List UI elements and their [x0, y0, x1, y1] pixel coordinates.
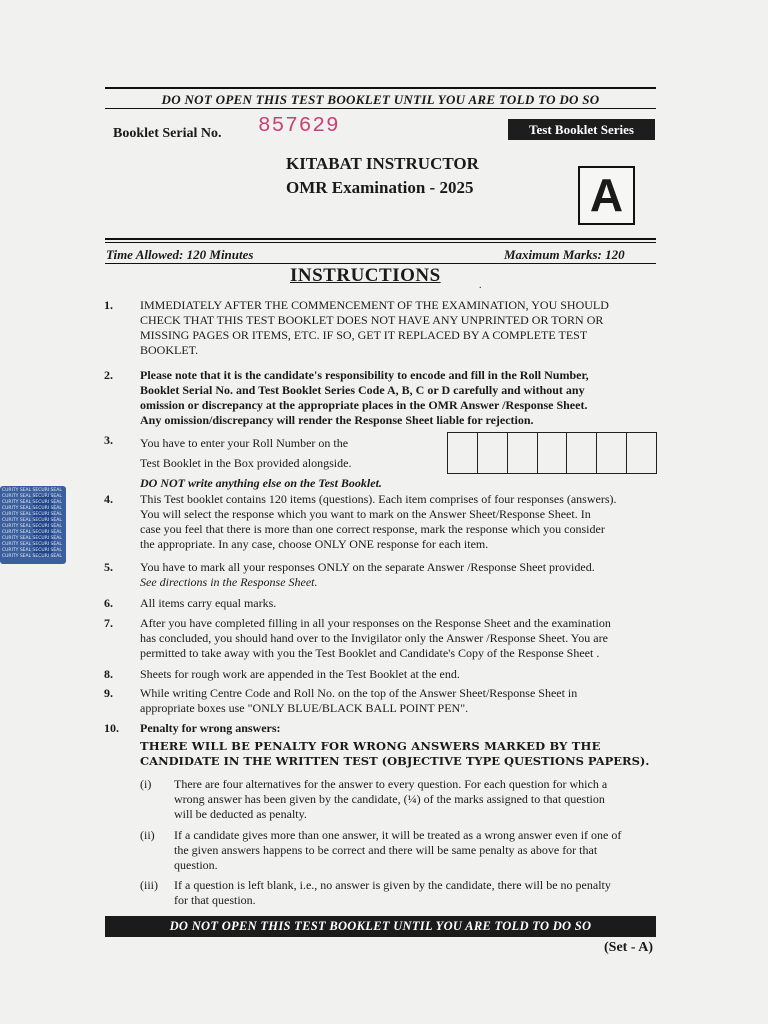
item-line: Any omission/discrepancy will render the Response Sheet liable for rejection. — [140, 413, 534, 427]
series-label-box: Test Booklet Series — [508, 119, 655, 140]
maximum-marks: Maximum Marks: 120 — [504, 247, 625, 262]
series-code-box: A — [578, 166, 635, 225]
roll-digit-cell[interactable] — [627, 433, 656, 473]
item-line: appropriate boxes use "ONLY BLUE/BLACK BALL POINT PEN". — [140, 701, 469, 715]
instruction-item — [140, 492, 657, 552]
sub-item-line: question. — [174, 858, 218, 872]
instruction-item — [140, 721, 657, 769]
item-line: CHECK THAT THIS TEST BOOKLET DOES NOT HAVE ANY UNPRINTED OR TORN OR — [140, 313, 604, 327]
seal-text: CURITY SEAL SECURI SEAL — [2, 536, 62, 541]
sub-item-number: (ii) — [140, 828, 155, 842]
item-line: THERE WILL BE PENALTY FOR WRONG ANSWERS MARKED BY THE — [140, 739, 601, 753]
sub-item — [174, 878, 657, 908]
sub-item-number: (i) — [140, 777, 152, 791]
seal-text: CURITY SEAL SECURI SEAL — [2, 530, 62, 535]
item-number: 7. — [104, 616, 113, 630]
instruction-item — [140, 616, 657, 661]
item-line: DO NOT write anything else on the Test Booklet. — [140, 476, 382, 490]
item-number: 4. — [104, 492, 113, 506]
instruction-item — [140, 596, 657, 611]
serial-number: 857629 — [258, 115, 340, 138]
item-line: BOOKLET. — [140, 343, 199, 357]
instruction-item — [140, 667, 657, 682]
roll-number-box[interactable] — [447, 432, 657, 474]
item-line: This Test booklet contains 120 items (questions). Each item comprises of four responses (answers). — [140, 492, 617, 506]
sub-item-line: wrong answer has been given by the candidate, (¼) of the marks assigned to that question — [174, 792, 605, 806]
time-allowed: Time Allowed: 120 Minutes — [106, 247, 254, 262]
meta-rule-bottom — [105, 263, 656, 264]
set-label: (Set - A) — [604, 940, 653, 955]
instructions-heading: INSTRUCTIONS — [290, 265, 441, 286]
item-number: 10. — [104, 721, 119, 735]
exam-title: KITABAT INSTRUCTOR — [286, 154, 479, 173]
sub-item-line: for that question. — [174, 893, 256, 907]
item-line: Penalty for wrong answers: — [140, 721, 281, 735]
exam-subtitle: OMR Examination - 2025 — [286, 178, 474, 197]
item-line: has concluded, you should hand over to the Invigilator only the Answer /Response Sheet. You are — [140, 631, 608, 645]
sub-item — [174, 777, 657, 822]
top-rule — [105, 87, 656, 89]
sub-item-line: the given answers happens to be correct and there will be same penalty as above for that — [174, 843, 598, 857]
instruction-item — [140, 298, 657, 358]
item-line: case you feel that there is more than one correct response, mark the response which you consider — [140, 522, 605, 536]
seal-text: CURITY SEAL SECURI SEAL — [2, 542, 62, 547]
item-line: Sheets for rough work are appended in the Test Booklet at the end. — [140, 667, 460, 681]
sub-item-line: There are four alternatives for the answer to every question. For each question for which a — [174, 777, 608, 791]
roll-digit-cell[interactable] — [538, 433, 568, 473]
item-number: 6. — [104, 596, 113, 610]
security-seal-sticker — [0, 486, 66, 564]
item-line: You will select the response which you want to mark on the Answer Sheet/Response Sheet. In — [140, 507, 591, 521]
item-line: All items carry equal marks. — [140, 596, 277, 610]
roll-digit-cell[interactable] — [478, 433, 508, 473]
seal-text: CURITY SEAL SECURI SEAL — [2, 524, 62, 529]
item-line: Booklet Serial No. and Test Booklet Series Code A, B, C or D carefully and without any — [140, 383, 585, 397]
sub-item-line: If a question is left blank, i.e., no answer is given by the candidate, there will be no penalty — [174, 878, 611, 892]
instruction-item — [140, 560, 657, 590]
item-number: 9. — [104, 686, 113, 700]
item-line: Please note that it is the candidate's responsibility to encode and fill in the Roll Number, — [140, 368, 589, 382]
instruction-item — [140, 686, 657, 716]
item-number: 5. — [104, 560, 113, 574]
item-number: 8. — [104, 667, 113, 681]
roll-digit-cell[interactable] — [597, 433, 627, 473]
roll-digit-cell[interactable] — [508, 433, 538, 473]
item-line: While writing Centre Code and Roll No. on the top of the Answer Sheet/Response Sheet in — [140, 686, 578, 700]
seal-text: CURITY SEAL SECURI SEAL — [2, 548, 62, 553]
header-warning: DO NOT OPEN THIS TEST BOOKLET UNTIL YOU ARE TOLD TO DO SO — [161, 92, 600, 107]
roll-digit-cell[interactable] — [567, 433, 597, 473]
meta-rule-top-thin — [105, 242, 656, 243]
meta-rule-top — [105, 238, 656, 240]
item-line: permitted to take away with you the Test Booklet and Candidate's Copy of the Response Sheet . — [140, 646, 600, 660]
item-line: After you have completed filling in all your responses on the Response Sheet and the examination — [140, 616, 611, 630]
seal-text: CURITY SEAL SECURI SEAL — [2, 512, 62, 517]
item-line: See directions in the Response Sheet. — [140, 575, 318, 589]
seal-text: CURITY SEAL SECURI SEAL — [2, 518, 62, 523]
item-line: CANDIDATE IN THE WRITTEN TEST (OBJECTIVE TYPE QUESTIONS PAPERS). — [140, 754, 650, 768]
item-number: 1. — [104, 298, 113, 312]
item-number: 3. — [104, 433, 113, 447]
item-line: omission or discrepancy at the appropriate places in the OMR Answer /Response Sheet. — [140, 398, 588, 412]
heading-mark: . — [479, 280, 482, 291]
item-line: IMMEDIATELY AFTER THE COMMENCEMENT OF THE EXAMINATION, YOU SHOULD — [140, 298, 609, 312]
header-rule — [105, 108, 656, 109]
serial-label: Booklet Serial No. — [113, 126, 222, 141]
seal-text: CURITY SEAL SECURI SEAL — [2, 494, 62, 499]
sub-item — [174, 828, 657, 873]
instruction-item — [140, 368, 657, 428]
item-line: MISSING PAGES OR ITEMS, ETC. IF SO, GET IT REPLACED BY A COMPLETE TEST — [140, 328, 588, 342]
item-number: 2. — [104, 368, 113, 382]
item-line: the appropriate. In any case, choose ONLY ONE response for each item. — [140, 537, 489, 551]
sub-item-number: (iii) — [140, 878, 158, 892]
instruction-item — [140, 433, 440, 493]
seal-text: CURITY SEAL SECURI SEAL — [2, 500, 62, 505]
seal-text: CURITY SEAL SECURI SEAL — [2, 506, 62, 511]
seal-text: CURITY SEAL SECURI SEAL — [2, 554, 62, 559]
footer-warning-bar: DO NOT OPEN THIS TEST BOOKLET UNTIL YOU ARE TOLD TO DO SO — [105, 916, 656, 937]
sub-item-line: will be deducted as penalty. — [174, 807, 307, 821]
sub-item-line: If a candidate gives more than one answer, it will be treated as a wrong answer even if one of — [174, 828, 622, 842]
item-line: You have to enter your Roll Number on the — [140, 436, 349, 450]
seal-text: CURITY SEAL SECURI SEAL — [2, 488, 62, 493]
item-line: You have to mark all your responses ONLY on the separate Answer /Response Sheet provided. — [140, 560, 595, 574]
item-line: Test Booklet in the Box provided alongside. — [140, 456, 352, 470]
roll-digit-cell[interactable] — [448, 433, 478, 473]
